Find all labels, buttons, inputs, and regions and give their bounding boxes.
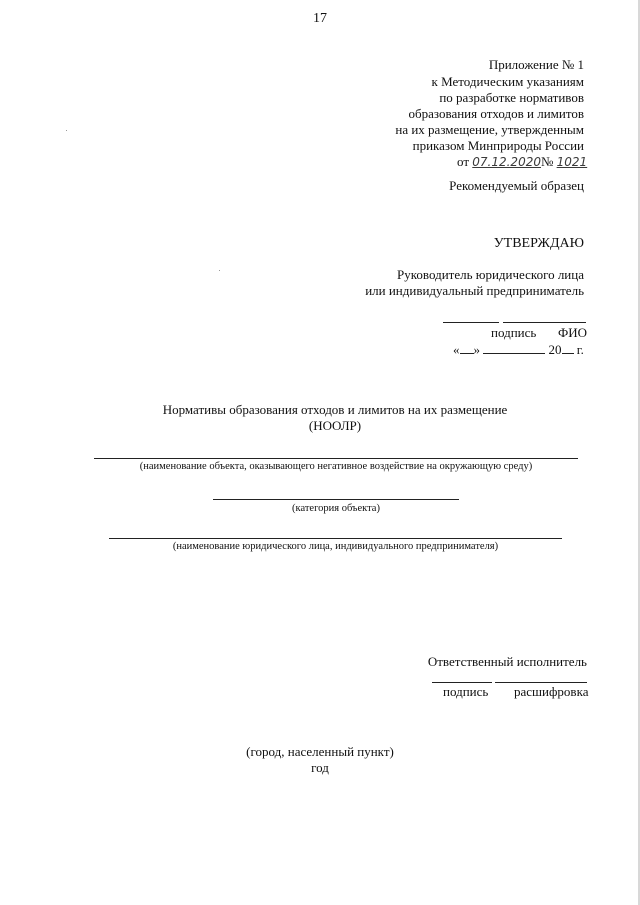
appendix-line-2: к Методическим указаниям [431, 74, 584, 89]
appendix-line-1: Приложение № 1 [488, 57, 584, 72]
executor-signature-blank [432, 682, 492, 683]
handwritten-date: 07.12.2020 [472, 155, 541, 169]
date-prefix: от [457, 154, 470, 169]
legal-entity-blank [109, 538, 562, 539]
day-blank [460, 342, 474, 354]
date-open-quote: « [453, 342, 460, 357]
month-blank [483, 342, 545, 354]
executor-decode-blank [495, 682, 587, 683]
number-sign: № [540, 154, 554, 169]
appendix-line-6: приказом Минприроды России [412, 138, 584, 153]
document-title: Нормативы образования отходов и лимитов на их размещение [162, 402, 508, 417]
signature-blank [443, 322, 499, 323]
name-label: ФИО [558, 325, 588, 340]
object-name-blank [94, 458, 578, 459]
legal-entity-caption: (наименование юридического лица, индивидуального предпринимателя) [172, 541, 499, 552]
appendix-line-5: на их размещение, утвержденным [395, 122, 584, 137]
appendix-line-4: образования отходов и лимитов [408, 106, 584, 121]
recommended-sample: Рекомендуемый образец [449, 178, 584, 193]
handwritten-number: 1021 [556, 155, 588, 169]
object-category-blank [213, 499, 459, 500]
appendix-date-line [457, 154, 587, 170]
signature-label: подпись [491, 325, 537, 340]
year-blank [562, 342, 574, 354]
executor-title: Ответственный исполнитель [427, 654, 587, 669]
approval-title: УТВЕРЖДАЮ [493, 236, 584, 251]
document-title-abbr: (НООЛР) [308, 418, 362, 433]
object-category-caption: (категория объекта) [292, 503, 380, 514]
executor-signature-label: подпись [443, 684, 489, 699]
approval-date [453, 342, 584, 358]
scan-speck [66, 130, 67, 131]
year-suffix: г. [576, 342, 584, 357]
object-name-caption: (наименование объекта, оказывающего негативное воздействие на окружающую среду) [139, 461, 533, 472]
approval-line-2: или индивидуальный предприниматель [365, 283, 584, 298]
page-number: 17 [313, 11, 327, 26]
scan-speck [219, 270, 220, 271]
date-close-quote: » [473, 342, 480, 357]
footer-place: (город, населенный пункт) [246, 744, 394, 759]
appendix-line-3: по разработке нормативов [439, 90, 584, 105]
approval-line-1: Руководитель юридического лица [397, 267, 584, 282]
year-prefix: 20 [548, 342, 562, 357]
footer-year: год [311, 760, 329, 775]
name-blank [503, 322, 586, 323]
executor-decode-label: расшифровка [514, 684, 589, 699]
